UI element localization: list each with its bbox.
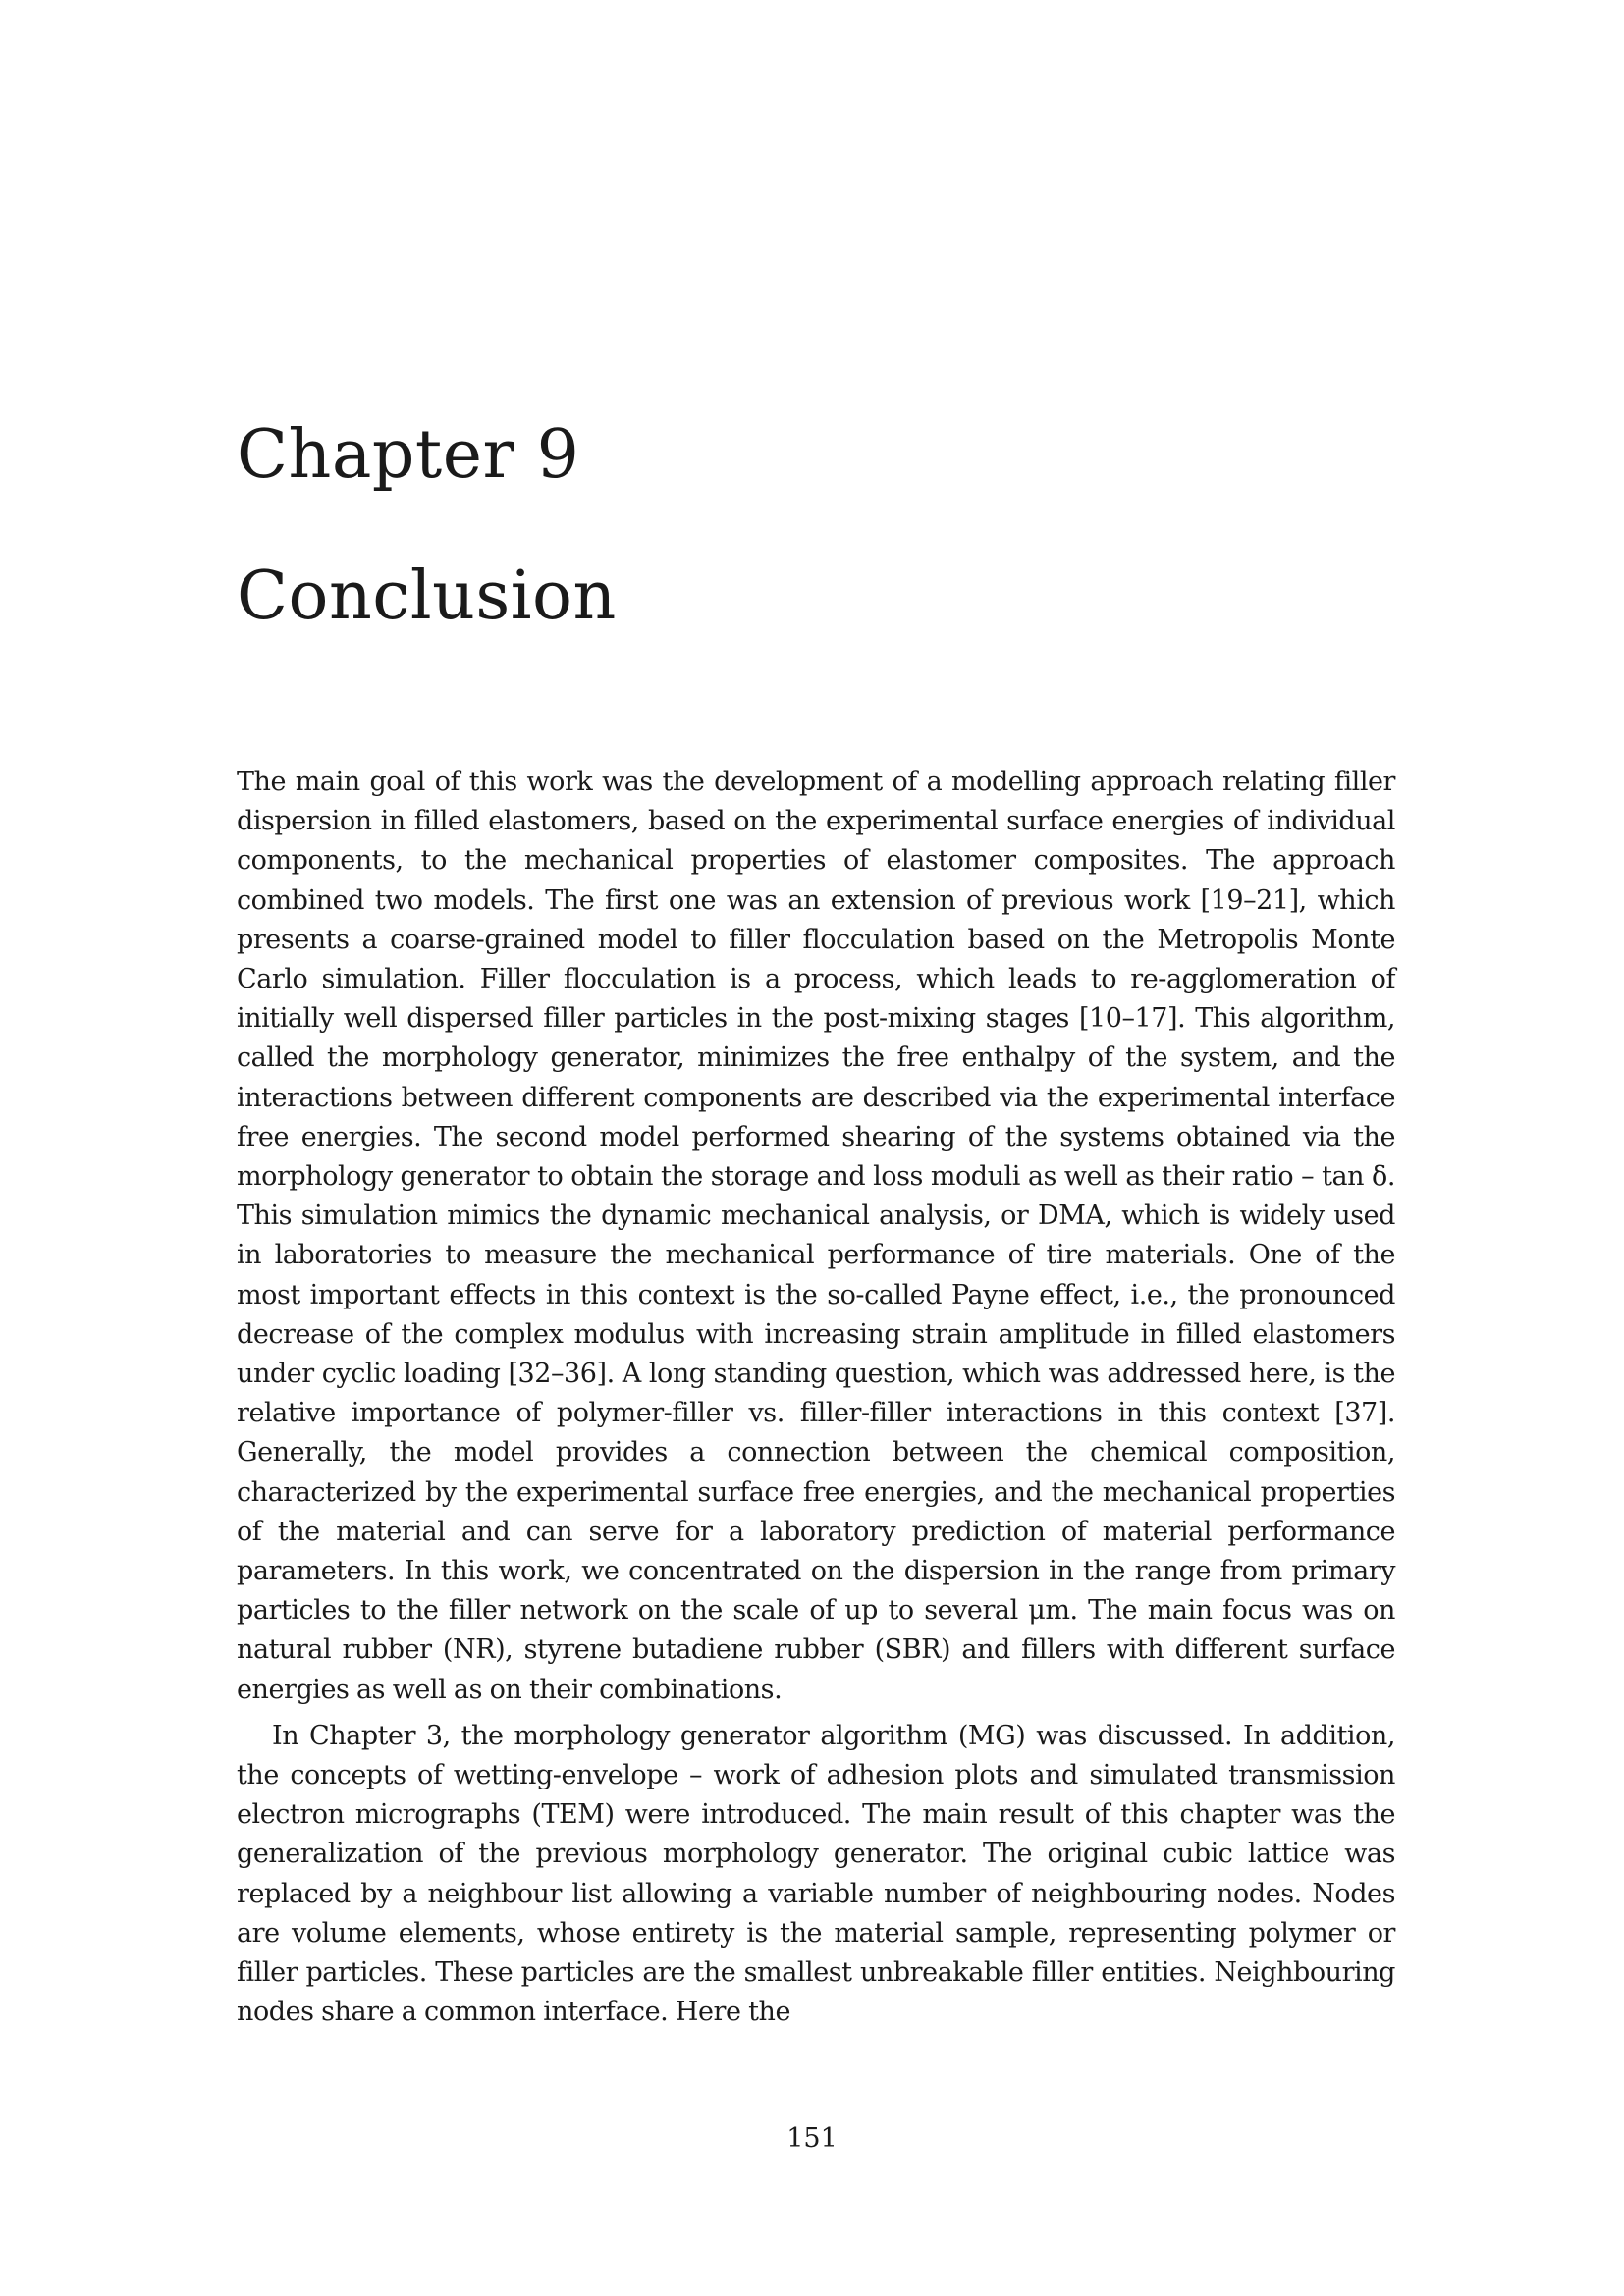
chapter-body [237,763,1395,2033]
paragraph-2: In Chapter 3, the morphology generator algorithm (MG) was discussed. In addition, the concepts of wetting-envelope – work of adhesion plots and simulated transmission electron micrographs (TEM) were introduced. The main result of this chapter was the generalization of the previous morphology generator. The original cubic lattice was replaced by a neighbour list allowing a variable number of neighbouring nodes. Nodes are volume elements, whose entirety is the material sample, representing polymer or filler particles. These particles are the smallest unbreakable filler entities. Neighbouring nodes share a common interface. Here the [237,1720,1395,2028]
paragraph-1: The main goal of this work was the development of a modelling approach relating filler dispersion in filled elastomers, based on the experimental surface energies of individual components, to the mechanical properties of elastomer composites. The approach combined two models. The first one was an extension of previous work [19–21], which presents a coarse-grained model to filler flocculation based on the Metropolis Monte Carlo simulation. Filler flocculation is a process, which leads to re-agglomeration of initially well dispersed filler particles in the post-mixing stages [10–17]. This algorithm, called the morphology generator, minimizes the free enthalpy of the system, and the interactions between different components are described via the experimental interface free energies. The second model performed shearing of the systems obtained via the morphology generator to obtain the storage and loss moduli as well as their ratio – tan δ. This simulation mimics the dynamic mechanical analysis, or DMA, which is widely used in laboratories to measure the mechanical performance of tire materials. One of the most important effects in this context is the so-called Payne effect, i.e., the pronounced decrease of the complex modulus with increasing strain amplitude in filled elastomers under cyclic loading [32–36]. A long standing question, which was addressed here, is the relative importance of polymer-filler vs. filler-filler interactions in this context [37]. Generally, the model provides a connection between the chemical composition, characterized by the experimental surface free energies, and the mechanical properties of the material and can serve for a laboratory prediction of material performance parameters. In this work, we concentrated on the dispersion in the range from primary particles to the filler network on the scale of up to several μm. The main focus was on natural rubber (NR), styrene butadiene rubber (SBR) and fillers with different surface energies as well as on their combinations. [237,767,1395,1705]
chapter-title: Conclusion [237,558,617,635]
page-number: 151 [786,2123,838,2154]
chapter-number: Chapter 9 [237,416,580,494]
